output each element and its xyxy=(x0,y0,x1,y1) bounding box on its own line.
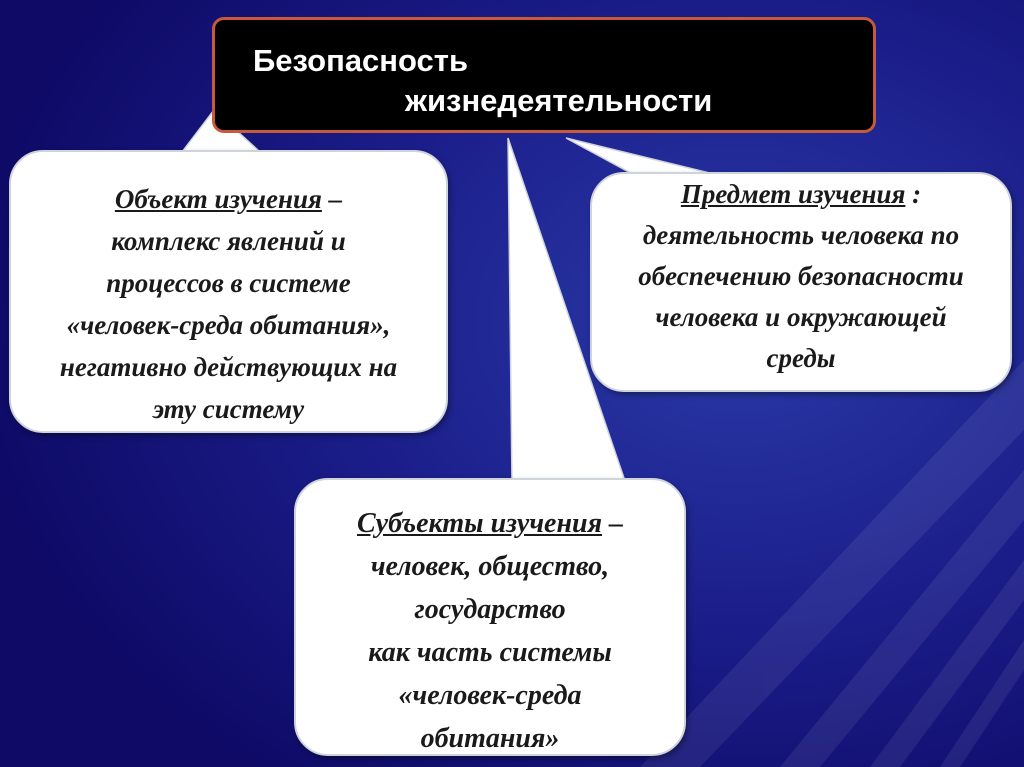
subjects-line: как часть системы xyxy=(368,637,612,668)
subjects-line: «человек-среда xyxy=(398,680,582,711)
object-term: Объект изучения xyxy=(114,184,322,214)
subjects-line: человек, общество, xyxy=(370,551,610,582)
subjects-callout xyxy=(294,478,686,756)
subjects-term: Субъекты изучения xyxy=(357,508,602,539)
object-line: негативно действующих на xyxy=(59,352,398,382)
subject-term: Предмет изучения xyxy=(680,179,906,209)
subject-line: деятельность человека по xyxy=(642,220,960,250)
subject-line: обеспечению безопасности xyxy=(638,261,964,291)
object-dash: – xyxy=(321,184,343,214)
subject-colon: : xyxy=(905,179,922,209)
object-callout xyxy=(9,150,448,433)
subject-line: среды xyxy=(766,343,836,373)
title-line-1: Безопасность xyxy=(253,43,469,78)
object-line: эту систему xyxy=(152,394,305,424)
subjects-line: обитания» xyxy=(420,723,560,754)
subject-line: человека и окружающей xyxy=(655,302,947,332)
object-line: процессов в системе xyxy=(106,268,351,298)
subjects-line: государство xyxy=(414,594,566,625)
subject-callout xyxy=(590,172,1012,392)
subject-heading xyxy=(592,174,1010,215)
title-line-2: жизнедеятельности xyxy=(405,83,713,118)
title-box xyxy=(212,17,876,133)
object-line: комплекс явлений и xyxy=(111,226,346,256)
object-line: «человек-среда обитания», xyxy=(66,310,391,340)
subjects-dash: – xyxy=(602,508,623,539)
subjects-heading xyxy=(296,502,684,545)
object-heading xyxy=(11,178,446,220)
